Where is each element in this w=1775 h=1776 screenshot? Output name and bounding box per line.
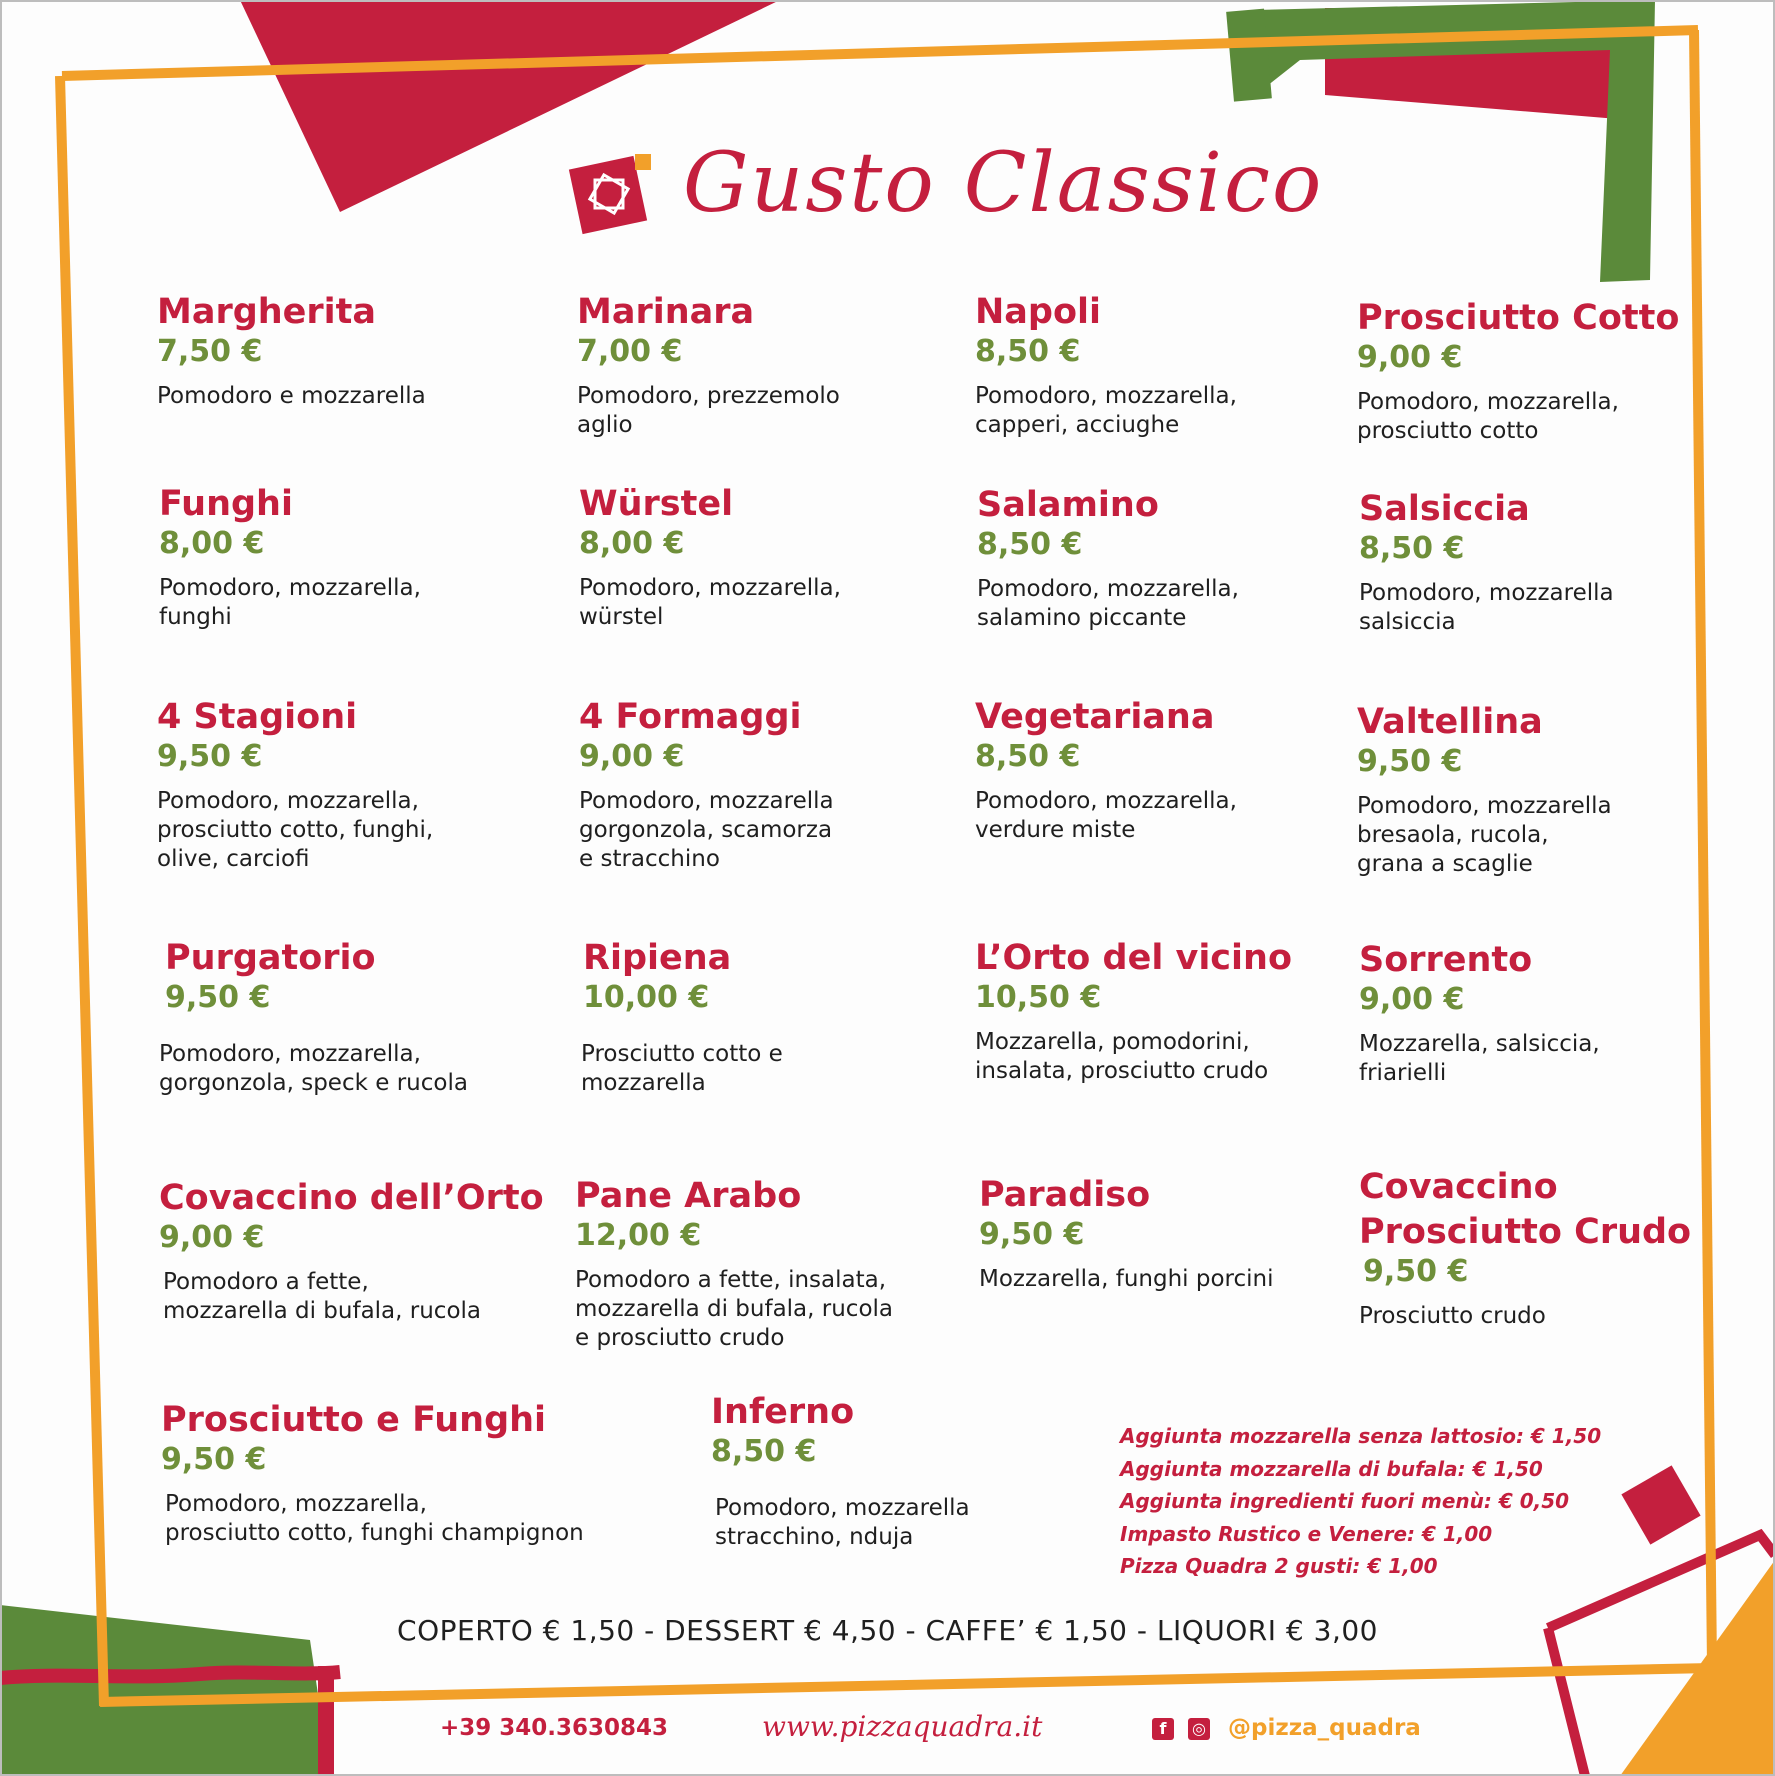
menu-item-salsiccia bbox=[1359, 489, 1739, 637]
menu-item-ripiena bbox=[583, 938, 963, 1098]
item-name: Marinara bbox=[577, 292, 755, 332]
item-name: L’Orto del vicino bbox=[975, 938, 1293, 978]
item-price: 7,50 € bbox=[157, 334, 263, 369]
item-price: 9,50 € bbox=[161, 1442, 267, 1477]
item-name: Covaccino Prosciutto Crudo bbox=[1359, 1167, 1692, 1252]
item-price: 8,50 € bbox=[975, 334, 1081, 369]
item-price: 8,50 € bbox=[977, 527, 1083, 562]
item-description: Pomodoro, mozzarella, gorgonzola, speck e rucola bbox=[159, 1041, 468, 1096]
item-description: Prosciutto crudo bbox=[1359, 1303, 1546, 1329]
item-name: Salsiccia bbox=[1359, 489, 1530, 529]
item-price: 9,50 € bbox=[979, 1217, 1085, 1252]
phone-number[interactable]: +39 340.3630843 bbox=[440, 1715, 669, 1741]
item-price: 10,50 € bbox=[975, 980, 1102, 1015]
menu-item-funghi bbox=[159, 484, 539, 632]
menu-item-purgatorio bbox=[159, 938, 545, 1098]
item-price: 7,00 € bbox=[577, 334, 683, 369]
menu-item-vegetariana bbox=[975, 697, 1355, 845]
item-price: 8,50 € bbox=[711, 1434, 817, 1469]
item-description: Pomodoro, mozzarella gorgonzola, scamorza e stracchino bbox=[579, 788, 834, 872]
menu-item-paradiso bbox=[979, 1175, 1359, 1294]
item-price: 9,00 € bbox=[159, 1220, 265, 1255]
item-name: Valtellina bbox=[1357, 702, 1543, 742]
service-prices: COPERTO € 1,50 - DESSERT € 4,50 - CAFFE’ € 1,50 - LIQUORI € 3,00 bbox=[397, 1614, 1378, 1647]
menu-item-prosciutto-e-funghi bbox=[161, 1400, 661, 1548]
extra-item: Aggiunta mozzarella senza lattosio: € 1,50 bbox=[1120, 1424, 1602, 1448]
extras-list bbox=[1120, 1420, 1640, 1583]
item-description: Pomodoro, mozzarella, capperi, acciughe bbox=[975, 383, 1237, 438]
item-name: Napoli bbox=[975, 292, 1102, 332]
menu-item-orto-del-vicino bbox=[975, 938, 1355, 1086]
menu-item-wurstel bbox=[579, 484, 959, 632]
menu-item-prosciutto-cotto bbox=[1357, 298, 1737, 446]
extra-item: Impasto Rustico e Venere: € 1,00 bbox=[1120, 1521, 1493, 1546]
red-brush-bottom-left bbox=[0, 1672, 340, 1678]
menu-item-sorrento bbox=[1359, 940, 1739, 1088]
item-name: Inferno bbox=[711, 1392, 855, 1432]
item-name: Prosciutto e Funghi bbox=[161, 1400, 547, 1440]
menu-item-4-formaggi bbox=[579, 697, 959, 874]
menu-item-margherita bbox=[157, 292, 537, 411]
item-description: Mozzarella, pomodorini, insalata, prosciutto crudo bbox=[975, 1029, 1269, 1084]
item-description: Pomodoro, mozzarella salsiccia bbox=[1359, 580, 1614, 635]
website-link[interactable]: www.pizzaquadra.it bbox=[762, 1710, 1043, 1743]
item-name: Vegetariana bbox=[975, 697, 1215, 737]
item-price: 8,50 € bbox=[1359, 531, 1465, 566]
facebook-icon[interactable]: f bbox=[1152, 1718, 1174, 1740]
item-description: Pomodoro, mozzarella, prosciutto cotto, funghi champignon bbox=[165, 1491, 584, 1546]
menu-item-marinara bbox=[577, 292, 957, 440]
page-title: Gusto Classico bbox=[683, 136, 1324, 231]
item-name: Salamino bbox=[977, 485, 1159, 525]
menu-item-salamino bbox=[977, 485, 1357, 633]
item-description: Pomodoro, prezzemolo aglio bbox=[577, 383, 840, 438]
item-description: Pomodoro e mozzarella bbox=[157, 383, 426, 409]
item-description: Pomodoro a fette, mozzarella di bufala, rucola bbox=[163, 1269, 482, 1324]
item-description: Pomodoro a fette, insalata, mozzarella di bufala, rucola e prosciutto crudo bbox=[575, 1267, 894, 1351]
item-price: 10,00 € bbox=[583, 980, 710, 1015]
item-description: Pomodoro, mozzarella, prosciutto cotto bbox=[1357, 389, 1619, 444]
extra-item: Aggiunta mozzarella di bufala: € 1,50 bbox=[1120, 1456, 1543, 1481]
item-price: 8,50 € bbox=[975, 739, 1081, 774]
item-price: 9,50 € bbox=[157, 739, 263, 774]
pizza-quadra-logo-icon bbox=[565, 150, 665, 240]
menu-item-valtellina bbox=[1357, 702, 1737, 879]
menu-item-covaccino-prosciutto-crudo bbox=[1359, 1167, 1739, 1331]
item-name: Margherita bbox=[157, 292, 377, 332]
item-name: Covaccino dell’Orto bbox=[159, 1178, 544, 1218]
menu-item-covaccino-dell-orto bbox=[159, 1178, 579, 1326]
item-price: 9,50 € bbox=[1357, 744, 1463, 779]
item-price: 8,00 € bbox=[579, 526, 685, 561]
item-name: Würstel bbox=[579, 484, 734, 524]
item-price: 9,50 € bbox=[165, 980, 271, 1015]
item-name: Pane Arabo bbox=[575, 1176, 802, 1216]
item-description: Mozzarella, funghi porcini bbox=[979, 1266, 1274, 1292]
item-price: 9,00 € bbox=[579, 739, 685, 774]
item-price: 9,00 € bbox=[1359, 982, 1465, 1017]
extra-item: Aggiunta ingredienti fuori menù: € 0,50 bbox=[1120, 1489, 1570, 1513]
item-price: 9,00 € bbox=[1357, 340, 1463, 375]
item-name: Sorrento bbox=[1359, 940, 1533, 980]
instagram-icon[interactable]: ◎ bbox=[1188, 1718, 1210, 1740]
item-price: 12,00 € bbox=[575, 1218, 702, 1253]
item-description: Pomodoro, mozzarella, salamino piccante bbox=[977, 576, 1239, 631]
item-description: Pomodoro, mozzarella stracchino, nduja bbox=[715, 1495, 970, 1550]
item-price: 8,00 € bbox=[159, 526, 265, 561]
item-name: Prosciutto Cotto bbox=[1357, 298, 1680, 338]
item-description: Pomodoro, mozzarella, würstel bbox=[579, 575, 841, 630]
item-description: Pomodoro, mozzarella bresaola, rucola, grana a scaglie bbox=[1357, 793, 1612, 877]
item-name: Ripiena bbox=[583, 938, 732, 978]
item-description: Pomodoro, mozzarella, prosciutto cotto, funghi, olive, carciofi bbox=[157, 788, 434, 872]
item-name: 4 Formaggi bbox=[579, 697, 802, 737]
item-price: 9,50 € bbox=[1363, 1254, 1469, 1289]
item-name: Funghi bbox=[159, 484, 293, 524]
item-description: Prosciutto cotto e mozzarella bbox=[581, 1041, 783, 1096]
item-name: Purgatorio bbox=[165, 938, 376, 978]
title-block bbox=[565, 128, 1324, 248]
menu-item-4-stagioni bbox=[157, 697, 537, 874]
item-description: Mozzarella, salsiccia, friarielli bbox=[1359, 1031, 1600, 1086]
item-description: Pomodoro, mozzarella, funghi bbox=[159, 575, 421, 630]
menu-item-inferno bbox=[711, 1392, 1091, 1552]
social-handle[interactable]: @pizza_quadra bbox=[1228, 1715, 1421, 1741]
item-description: Pomodoro, mozzarella, verdure miste bbox=[975, 788, 1237, 843]
item-name: 4 Stagioni bbox=[157, 697, 358, 737]
menu-item-pane-arabo bbox=[575, 1176, 955, 1353]
menu-item-napoli bbox=[975, 292, 1355, 440]
item-name: Paradiso bbox=[979, 1175, 1151, 1215]
extra-item: Pizza Quadra 2 gusti: € 1,00 bbox=[1120, 1554, 1438, 1578]
